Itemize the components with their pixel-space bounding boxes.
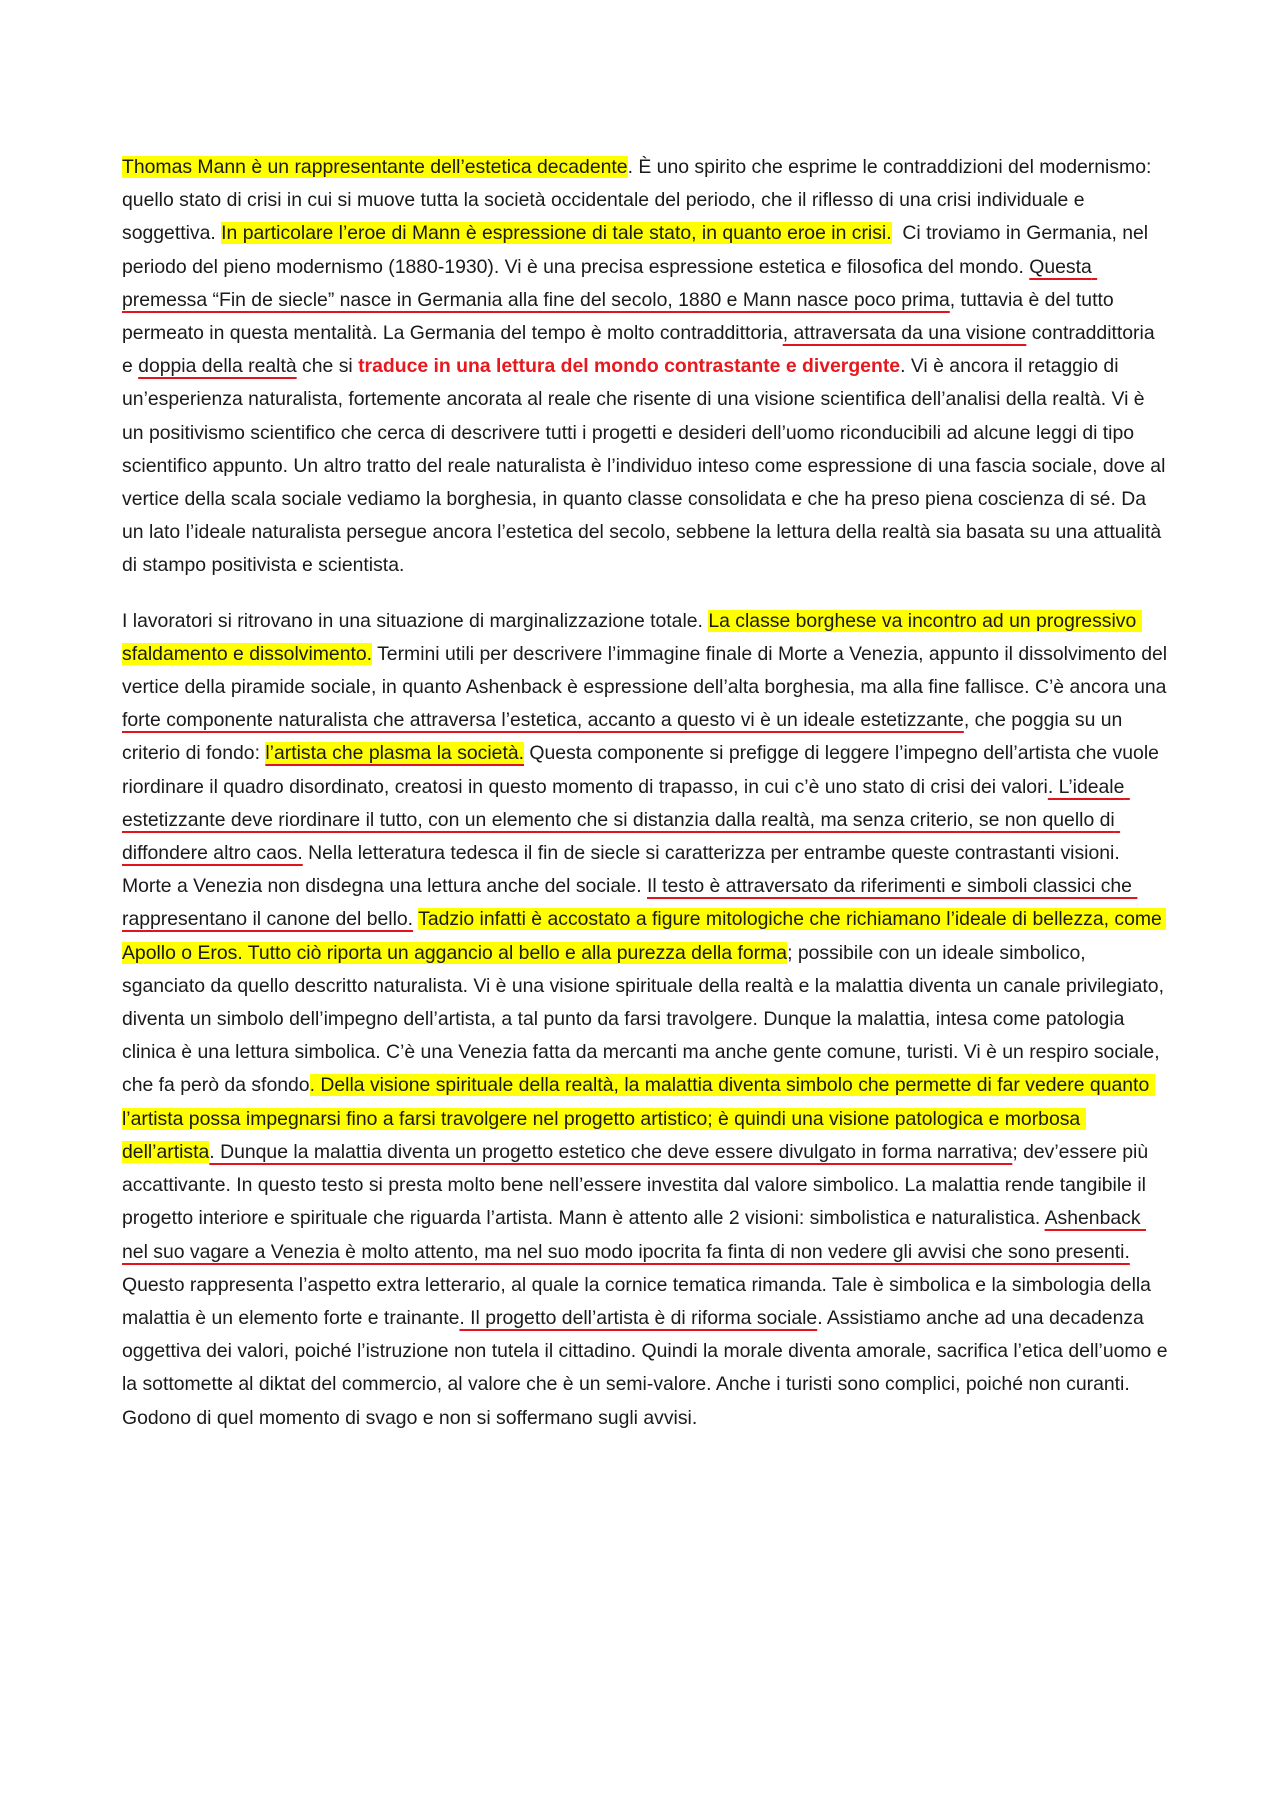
text-run: Questo rappresenta l’aspetto extra letterario, al quale la cornice tematica rimanda. Tale è simbolica e la simbologia della malattia è un elemento forte e trainante	[122, 1240, 1157, 1329]
text-run: ; possibile con un ideale simbolico, sganciato da quello descritto naturalista. Vi è una visione spirituale della realtà e la malattia diventa un canale privilegiato, diventa un simbolo dell’impegno dell’artista, a tal punto da farsi travolgere. Dunque la malattia, intesa come patologia clinica è una lettura simbolica. C’è una Venezia fatta da mercanti ma anche gente comune, turisti. Vi è un respiro sociale, che fa però da sfondo	[122, 941, 1170, 1097]
underlined-text: , attraversata da una visione	[782, 322, 1027, 345]
highlighted-text: In particolare l’eroe di Mann è espressione di tale stato, in quanto eroe in crisi.	[221, 222, 892, 245]
highlighted-text: Thomas Mann è un rappresentante dell’estetica decadente	[122, 156, 628, 178]
emphasized-text: traduce in una lettura del mondo contrastante e divergente	[358, 355, 901, 378]
text-run: . Assistiamo anche ad una decadenza oggettiva dei valori, poiché l’istruzione non tutela il cittadino. Quindi la morale diventa amorale, sacrifica l’etica dell’uomo e la sottomette al diktat del commercio, al valore che è un semi-valore. Anche i turisti sono complici, poiché non curanti. Godono di quel momento di svago e non si soffermano sugli avvisi.	[122, 1306, 1173, 1429]
text-run: ; dev’essere più accattivante. In questo testo si presta molto bene nell’essere investita dal valore simbolico. La malattia rende tangibile il progetto interiore e spirituale che riguarda l’artista. Mann è attento alle 2 visioni: simbolistica e naturalistica.	[122, 1140, 1154, 1230]
document-body	[122, 151, 1173, 1457]
underlined-text: . Il progetto dell’artista è di riforma sociale	[459, 1306, 818, 1329]
highlighted-text: La classe borghese va incontro ad un progressivo sfaldamento e dissolvimento.	[122, 609, 1142, 665]
underlined-text: Questa premessa “Fin de siecle” nasce in Germania alla fine del secolo, 1880 e Mann nasce poco prima	[122, 255, 1098, 311]
text-run: I lavoratori si ritrovano in una situazione di marginalizzazione totale.	[122, 609, 709, 632]
underlined-text: Il testo è attraversato da riferimenti e simboli classici che rappresentano il canone del bello.	[122, 875, 1138, 931]
text-run: . Vi è ancora il retaggio di un’esperienza naturalista, fortemente ancorata al reale che risente di una visione scientifica dell’analisi della realtà. Vi è un positivismo scientifico che cerca di descrivere tutti i progetti e desideri dell’uomo riconducibili ad alcune leggi di tipo scientifico appunto. Un altro tratto del reale naturalista è l’individuo inteso come espressione di una fascia sociale, dove al vertice della scala sociale vediamo la borghesia, in quanto classe consolidata e che ha preso piena coscienza di sé. Da un lato l’ideale naturalista persegue ancora l’estetica del secolo, sebbene la lettura della realtà sia basata su una attualità di stampo positivista e scientista.	[122, 355, 1171, 577]
paragraph-2	[122, 605, 1173, 1435]
text-run: , tuttavia è del tutto permeato in questa mentalità. La Germania del tempo è molto contraddittoria	[122, 288, 1120, 345]
underlined-text: forte componente naturalista che attraversa l’estetica, accanto a questo vi è un ideale estetizzante	[122, 709, 964, 732]
text-run: che si	[296, 355, 359, 378]
text-run: , che poggia su un criterio di fondo:	[122, 709, 1128, 765]
text-run: contraddittoria e	[122, 322, 1160, 378]
text-run: Ci troviamo in Germania, nel periodo del pieno modernismo (1880-1930). Vi è una precisa espressione estetica e filosofica del mondo.	[122, 222, 1154, 278]
underlined-text: Ashenback nel suo vagare a Venezia è molto attento, ma nel suo modo ipocrita fa finta di non vedere gli avvisi che sono presenti.	[122, 1207, 1146, 1263]
highlighted-text: . Della visione spirituale della realtà, la malattia diventa simbolo che permette di far vedere quanto l’artista possa impegnarsi fino a farsi travolgere nel progetto artistico; è quindi una visione patologica e morbosa dell’artista	[122, 1074, 1155, 1163]
underlined-text: . Dunque la malattia diventa un progetto estetico che deve essere divulgato in forma narrativa	[209, 1140, 1013, 1163]
text-run: Questa componente si prefigge di leggere l’impegno dell’artista che vuole riordinare il quadro disordinato, creatosi in questo momento di trapasso, in cui c’è uno stato di crisi dei valori	[122, 742, 1165, 798]
underlined-text: . L’ideale estetizzante deve riordinare il tutto, con un elemento che si distanzia dalla realtà, ma senza criterio, se non quello di diffondere altro caos.	[122, 775, 1130, 865]
text-run: Nella letteratura tedesca il fin de siecle si caratterizza per entrambe queste contrastanti visioni. Morte a Venezia non disdegna una lettura anche del sociale.	[122, 842, 1131, 898]
paragraph-1	[122, 151, 1170, 583]
highlighted-text: l’artista che plasma la società.	[265, 742, 525, 765]
text-run: Termini utili per descrivere l’immagine finale di Morte a Venezia, appunto il dissolvimento del vertice della piramide sociale, in quanto Ashenback è espressione dell’alta borghesia, ma alla fine fallisce. C’è ancora una	[122, 642, 1173, 699]
text-run: . È uno spirito che esprime le contraddizioni del modernismo: quello stato di crisi in cui si muove tutta la società occidentale del periodo, che il riflesso di una crisi individuale e soggettiva.	[122, 156, 1157, 245]
highlighted-text: Tadzio infatti è accostato a figure mitologiche che richiamano l’ideale di bellezza, come Apollo o Eros. Tutto ciò riporta un aggancio al bello e alla purezza della forma	[122, 908, 1167, 964]
underlined-text: doppia della realtà	[138, 355, 297, 378]
